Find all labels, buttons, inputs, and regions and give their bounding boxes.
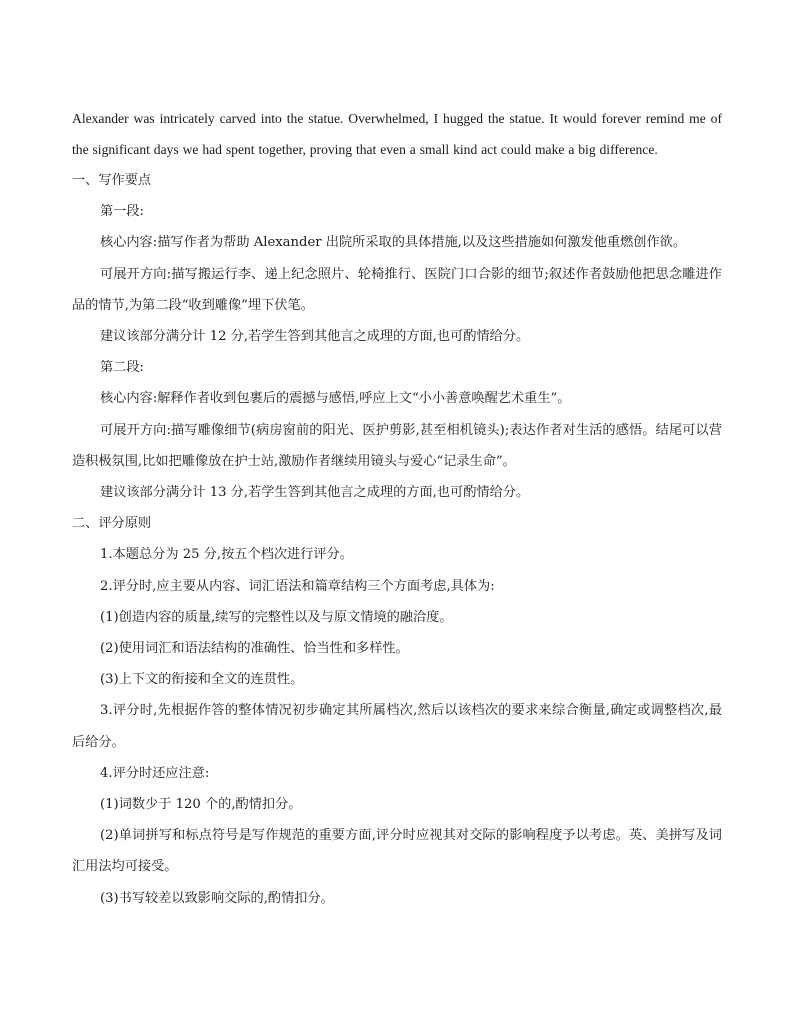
para1-score-note: 建议该部分满分计 12 分,若学生答到其他言之成理的方面,也可酌情给分。 [100,329,530,345]
rule-3: 3.评分时,先根据作答的整体情况初步确定其所属档次,然后以该档次的要求来综合衡量,确定或调整档次,最后给分。 [72,703,722,750]
rule-2: 2.评分时,应主要从内容、词汇语法和篇章结构三个方面考虑,具体为: [100,578,495,594]
para1-core-content: 核心内容:描写作者为帮助 Alexander 出院所采取的具体措施,以及这些措施如何激发他重燃创作欲。 [100,235,687,251]
para1-label: 第一段: [100,204,145,220]
rule-4-sub-3: (3)书写较差以致影响交际的,酌情扣分。 [100,890,334,906]
para2-label: 第二段: [100,360,145,376]
rule-4: 4.评分时还应注意: [100,765,210,781]
document-page [72,103,722,914]
rule-2-sub-1: (1)创造内容的质量,续写的完整性以及与原文情境的融洽度。 [100,609,453,625]
rule-2-sub-3: (3)上下文的衔接和全文的连贯性。 [100,672,304,688]
intro-paragraph: Alexander was intricately carved into the statue. Overwhelmed, I hugged the statue. It would forever remind me of the significant days we had spent together, proving that even a small kind act could make a big difference. [72,111,722,157]
rule-1: 1.本题总分为 25 分,按五个档次进行评分。 [100,547,353,563]
section1-heading: 一、写作要点 [72,173,152,188]
rule-4-sub-2: (2)单词拼写和标点符号是写作规范的重要方面,评分时应视其对交际的影响程度予以考虑。英、美拼写及词汇用法均可接受。 [72,828,722,875]
para2-core-content: 核心内容:解释作者收到包裹后的震撼与感悟,呼应上文“小小善意唤醒艺术重生”。 [100,391,571,407]
para1-expand-direction: 可展开方向:描写搬运行李、递上纪念照片、轮椅推行、医院门口合影的细节;叙述作者鼓励他把思念雕进作品的情节,为第二段“收到雕像”埋下伏笔。 [72,266,722,313]
section2-heading: 二、评分原则 [72,516,152,532]
rule-2-sub-2: (2)使用词汇和语法结构的准确性、恰当性和多样性。 [100,641,409,657]
para2-score-note: 建议该部分满分计 13 分,若学生答到其他言之成理的方面,也可酌情给分。 [100,485,530,501]
para2-expand-direction: 可展开方向:描写雕像细节(病房窗前的阳光、医护剪影,甚至相机镜头);表达作者对生活的感悟。结尾可以营造积极氛围,比如把雕像放在护士站,激励作者继续用镜头与爱心“记录生命”。 [72,422,722,469]
rule-4-sub-1: (1)词数少于 120 个的,酌情扣分。 [100,797,302,813]
